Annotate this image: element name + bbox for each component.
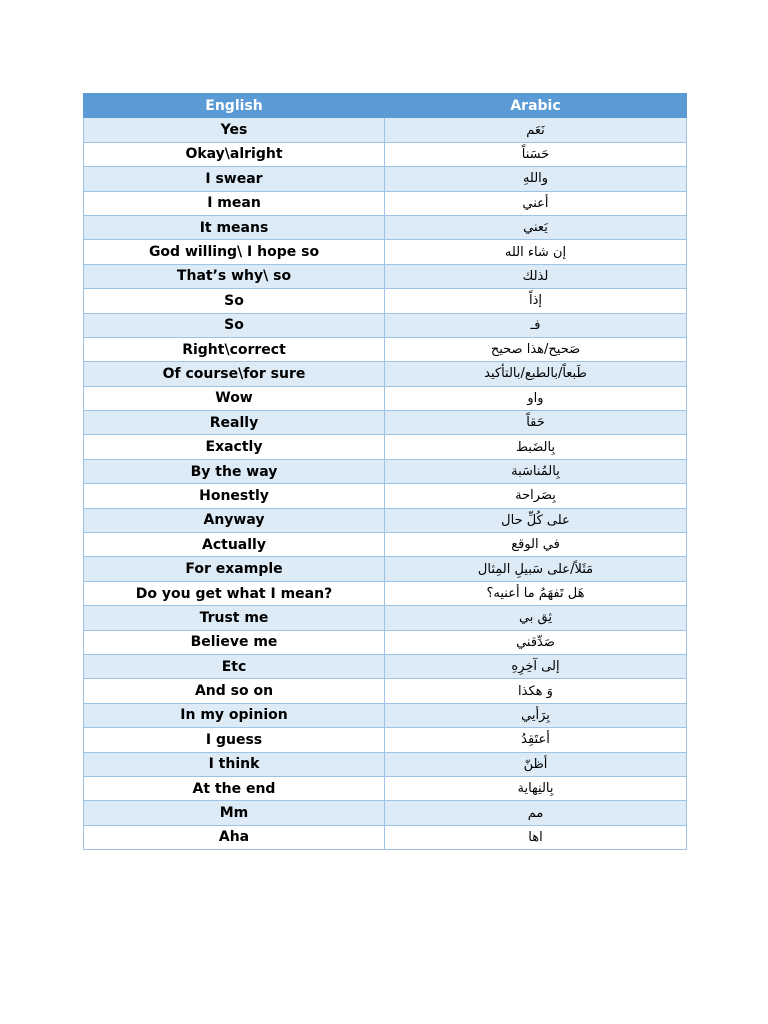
english-cell: Honestly <box>84 484 385 508</box>
table-row <box>84 630 687 654</box>
arabic-cell: طَبعاً/بالطبع/بالتأكيد <box>385 362 687 386</box>
table-row <box>84 801 687 825</box>
table-row <box>84 606 687 630</box>
arabic-cell: مم <box>385 801 687 825</box>
english-cell: I guess <box>84 728 385 752</box>
table-row <box>84 337 687 361</box>
table-row <box>84 557 687 581</box>
table-row <box>84 776 687 800</box>
arabic-cell: يَعني <box>385 215 687 239</box>
header-arabic: Arabic <box>385 94 687 118</box>
vocabulary-table <box>83 93 687 850</box>
english-cell: Mm <box>84 801 385 825</box>
english-cell: At the end <box>84 776 385 800</box>
english-cell: Really <box>84 411 385 435</box>
english-cell: I swear <box>84 167 385 191</box>
english-cell: So <box>84 289 385 313</box>
english-cell: Believe me <box>84 630 385 654</box>
table-row <box>84 533 687 557</box>
english-cell: Anyway <box>84 508 385 532</box>
arabic-cell: ثِق بي <box>385 606 687 630</box>
arabic-cell: فـ <box>385 313 687 337</box>
table-row <box>84 411 687 435</box>
table-row <box>84 825 687 849</box>
table-row <box>84 654 687 678</box>
table-row <box>84 264 687 288</box>
arabic-cell: أعني <box>385 191 687 215</box>
arabic-cell: على كُلِّ حال <box>385 508 687 532</box>
english-cell: Aha <box>84 825 385 849</box>
header-english: English <box>84 94 385 118</box>
table-row <box>84 508 687 532</box>
english-cell: For example <box>84 557 385 581</box>
english-cell: It means <box>84 215 385 239</box>
english-cell: Okay\alright <box>84 142 385 166</box>
table-row <box>84 484 687 508</box>
arabic-cell: إلى آخِرِهِ <box>385 654 687 678</box>
arabic-cell: واو <box>385 386 687 410</box>
english-cell: Exactly <box>84 435 385 459</box>
english-cell: Etc <box>84 654 385 678</box>
arabic-cell: أظنّ <box>385 752 687 776</box>
table-row <box>84 191 687 215</box>
arabic-cell: وَ هكذا <box>385 679 687 703</box>
table-row <box>84 215 687 239</box>
english-cell: I mean <box>84 191 385 215</box>
arabic-cell: إذاً <box>385 289 687 313</box>
english-cell: Trust me <box>84 606 385 630</box>
arabic-cell: إن شاء الله <box>385 240 687 264</box>
arabic-cell: بِصَراحة <box>385 484 687 508</box>
arabic-cell: هَل تَفهَمُ ما أعنيه؟ <box>385 581 687 605</box>
table-header <box>84 94 687 118</box>
arabic-cell: مَثَلاً/على سَبيلِ المِثال <box>385 557 687 581</box>
table-row <box>84 240 687 264</box>
arabic-cell: حَقاً <box>385 411 687 435</box>
english-cell: Wow <box>84 386 385 410</box>
table-row <box>84 752 687 776</box>
table-row <box>84 289 687 313</box>
table-row <box>84 167 687 191</box>
table-row <box>84 703 687 727</box>
english-cell: Actually <box>84 533 385 557</box>
table-row <box>84 362 687 386</box>
english-cell: God willing\ I hope so <box>84 240 385 264</box>
arabic-cell: نَعَم <box>385 118 687 142</box>
header-row <box>84 94 687 118</box>
table-row <box>84 142 687 166</box>
english-cell: Yes <box>84 118 385 142</box>
arabic-cell: أعتَقِدُ <box>385 728 687 752</box>
arabic-cell: بِالمُناسَبة <box>385 459 687 483</box>
arabic-cell: حَسَناً <box>385 142 687 166</box>
english-cell: I think <box>84 752 385 776</box>
arabic-cell: صَحيح/هذا صحيح <box>385 337 687 361</box>
arabic-cell: اها <box>385 825 687 849</box>
arabic-cell: بِالضَبط <box>385 435 687 459</box>
arabic-cell: بِالنِهاية <box>385 776 687 800</box>
english-cell: Do you get what I mean? <box>84 581 385 605</box>
english-cell: In my opinion <box>84 703 385 727</box>
table-row <box>84 679 687 703</box>
arabic-cell: صَدِّقني <box>385 630 687 654</box>
table-row <box>84 118 687 142</box>
english-cell: Right\correct <box>84 337 385 361</box>
english-cell: That’s why\ so <box>84 264 385 288</box>
table-row <box>84 386 687 410</box>
table-row <box>84 728 687 752</box>
english-cell: By the way <box>84 459 385 483</box>
table-row <box>84 435 687 459</box>
table-row <box>84 581 687 605</box>
table-body <box>84 118 687 850</box>
arabic-cell: لذلك <box>385 264 687 288</box>
english-cell: So <box>84 313 385 337</box>
arabic-cell: في الوقع <box>385 533 687 557</box>
table-row <box>84 459 687 483</box>
arabic-cell: بِرَأيي <box>385 703 687 727</box>
table-row <box>84 313 687 337</box>
english-cell: And so on <box>84 679 385 703</box>
english-cell: Of course\for sure <box>84 362 385 386</box>
arabic-cell: واللهِ <box>385 167 687 191</box>
